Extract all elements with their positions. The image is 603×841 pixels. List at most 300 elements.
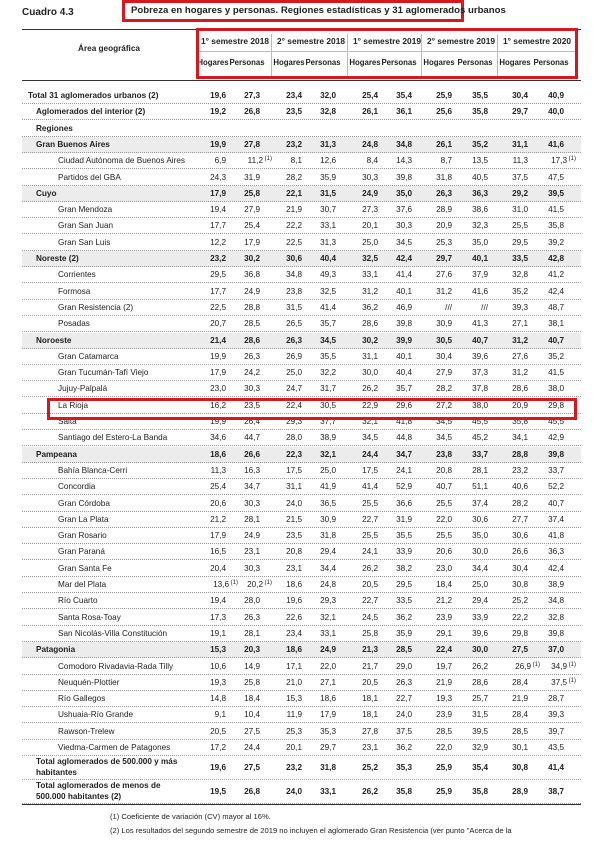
bottom-rule — [22, 804, 581, 805]
table-cell: 22,7 — [362, 596, 378, 606]
table-cell: 29,7 — [320, 743, 336, 752]
footnote-marker: (2) — [66, 254, 79, 263]
table-cell: 22,3 — [286, 449, 302, 459]
header-bottom-rule — [22, 80, 581, 81]
table-cell: 38,9 — [548, 580, 564, 589]
table-row — [22, 365, 581, 381]
table-cell: 27,8 — [244, 139, 260, 149]
table-cell: 17,2 — [210, 743, 226, 752]
table-cell: 35,8 — [472, 787, 488, 796]
table-cell: 39,8 — [548, 449, 564, 459]
table-cell: 30,8 — [512, 580, 528, 589]
table-cell: 25,4 — [362, 91, 378, 100]
table-cell: 38,1 — [548, 319, 564, 329]
row-label: Total aglomerados de 500.000 y más — [36, 757, 178, 766]
table-cell: 39,8 — [396, 172, 412, 182]
table-cell: 27,3 — [362, 205, 378, 215]
table-cell: 19,9 — [210, 351, 226, 361]
table-cell: 31,5 — [472, 710, 488, 720]
footnote-marker: (2) — [120, 302, 134, 312]
table-cell: 29,6 — [396, 400, 412, 410]
table-cell: 29,1 — [436, 628, 452, 638]
table-cell: 31,3 — [320, 139, 336, 149]
table-cell: 27,9 — [244, 205, 260, 215]
table-cell: 37,4 — [472, 498, 488, 508]
table-cell: 41,5 — [548, 205, 564, 215]
table-cell: 34,5 — [320, 335, 336, 345]
table-cell: 24,0 — [286, 498, 302, 508]
footnote-marker: (1) — [567, 677, 576, 684]
table-cell: 28,5 — [512, 726, 528, 736]
row-label: Concordia — [58, 482, 96, 492]
personas-header: Personas — [533, 58, 569, 67]
table-cell: 36,3 — [472, 188, 488, 198]
table-row — [22, 251, 581, 267]
table-cell: 28,6 — [512, 384, 528, 394]
table-cell: 30,6 — [286, 254, 302, 263]
table-cell: 34,5 — [396, 237, 412, 247]
table-row — [22, 724, 581, 740]
table-cell: 41,2 — [548, 270, 564, 280]
row-label: Jujuy-Palpalá — [58, 384, 108, 394]
table-row — [22, 675, 581, 691]
table-cell: 16,3 — [244, 465, 260, 475]
table-cell: 28,1 — [244, 628, 260, 638]
table-cell: 25,7 — [472, 694, 488, 704]
table-cell: 11,9 — [286, 710, 302, 720]
table-cell: 29,3 — [320, 596, 336, 606]
table-cell: 39,3 — [512, 302, 528, 312]
table-cell: 39,5 — [472, 726, 488, 736]
table-cell: 28,1 — [244, 514, 260, 524]
semester-header: 1° semestre 2018 — [200, 36, 270, 46]
table-cell: 34,8 — [548, 596, 564, 606]
table-row — [22, 463, 581, 479]
table-cell: 30,8 — [512, 763, 528, 772]
table-cell: 22,4 — [436, 645, 452, 655]
row-label: Gran La Plata — [58, 514, 109, 524]
row-label: Gran Mendoza — [58, 205, 113, 215]
table-cell: 30,3 — [244, 498, 260, 508]
table-cell: 29,5 — [210, 270, 226, 280]
table-cell: 39,6 — [472, 628, 488, 638]
row-label: Santa Rosa-Toay — [58, 612, 121, 622]
table-cell: 20,4 — [210, 563, 226, 573]
table-cell: 19,4 — [210, 596, 226, 606]
table-cell: 12,6 — [320, 156, 336, 166]
total-row — [22, 758, 581, 780]
table-cell: 40,0 — [548, 107, 564, 117]
table-cell: 34,5 — [436, 417, 452, 426]
table-cell: 6,9 — [214, 156, 226, 166]
table-cell: 14,3 — [396, 156, 412, 166]
table-cell: 35,4 — [396, 91, 412, 100]
table-row — [22, 430, 581, 446]
table-cell: 45,2 — [472, 433, 488, 443]
table-cell: 24,4 — [362, 449, 378, 459]
table-cell: 24,8 — [362, 139, 378, 149]
table-cell: 32,1 — [320, 612, 336, 622]
table-cell: 30,4 — [512, 563, 528, 573]
table-cell: 30,5 — [436, 335, 452, 345]
table-cell: 40,1 — [396, 351, 412, 361]
table-cell: 29,7 — [512, 107, 528, 117]
table-cell: 25,4 — [244, 221, 260, 231]
table-cell: 31,2 — [512, 335, 528, 345]
row-label: Gran San Juan — [58, 221, 114, 231]
table-cell: 41,6 — [472, 286, 488, 296]
table-cell: 29,5 — [396, 580, 412, 589]
table-cell: 18,4 — [244, 694, 260, 704]
table-cell: 22,2 — [286, 221, 302, 231]
personas-header: Personas — [229, 58, 265, 67]
table-cell: 31,9 — [244, 172, 260, 182]
table-cell: 25,9 — [436, 91, 452, 100]
table-cell: 24,1 — [396, 465, 412, 475]
table-cell: 38,0 — [548, 384, 564, 394]
row-divider — [22, 779, 581, 780]
table-row — [22, 202, 581, 218]
table-row — [22, 496, 581, 512]
table-cell: 19,9 — [210, 139, 226, 149]
table-cell: 38,9 — [320, 433, 336, 443]
table-cell: 18,6 — [286, 645, 302, 655]
row-label: Ciudad Autónoma de Buenos Aires — [58, 156, 185, 166]
table-row — [22, 447, 581, 463]
table-cell: 26,8 — [244, 787, 260, 796]
table-cell: 33,9 — [396, 547, 412, 557]
table-cell: 24,1 — [362, 547, 378, 557]
table-cell: 25,8 — [244, 188, 260, 198]
table-cell: 36,6 — [396, 498, 412, 508]
table-cell: /// — [445, 302, 452, 312]
table-cell: 19,6 — [286, 596, 302, 606]
table-cell: 35,0 — [472, 237, 488, 247]
table-cell: 22,0 — [436, 514, 452, 524]
table-cell: 41,8 — [396, 417, 412, 426]
table-cell: 35,8 — [396, 787, 412, 796]
table-cell: 33,5 — [396, 596, 412, 606]
row-label: Regiones — [36, 123, 73, 133]
table-cell: 14,8 — [210, 694, 226, 704]
table-cell: 36,2 — [362, 302, 378, 312]
table-cell: 29,2 — [512, 188, 528, 198]
table-cell: 31,1 — [286, 482, 302, 492]
table-cell: 40,7 — [548, 498, 564, 508]
table-row — [22, 544, 581, 560]
table-cell: 27,9 — [436, 368, 452, 378]
table-cell: 41,4 — [396, 270, 412, 280]
table-cell: 21,0 — [286, 677, 302, 687]
table-cell: 24,5 — [362, 612, 378, 622]
table-row — [22, 691, 581, 707]
la-rioja-highlight-box — [47, 398, 577, 420]
table-cell: 42,9 — [548, 433, 564, 443]
table-cell: 31,3 — [320, 237, 336, 247]
row-label: Mar del Plata — [58, 580, 107, 589]
table-cell: 40,1 — [472, 254, 488, 263]
table-row — [22, 626, 581, 642]
table-cell: 33,5 — [512, 254, 528, 263]
table-cell: 38,7 — [548, 787, 564, 796]
table-row — [22, 593, 581, 609]
table-cell: 52,9 — [396, 482, 412, 492]
row-label: La Rioja — [58, 400, 89, 410]
table-cell: 31,1 — [362, 351, 378, 361]
table-cell: 37,4 — [548, 514, 564, 524]
table-cell: 16,5 — [210, 547, 226, 557]
table-cell: 33,7 — [548, 465, 564, 475]
table-cell: 20,5 — [362, 677, 378, 687]
table-row — [22, 528, 581, 544]
table-cell: 26,3 — [286, 335, 302, 345]
table-cell: 10,4 — [244, 710, 260, 720]
table-cell: 37,6 — [396, 205, 412, 215]
table-cell: 30,2 — [362, 335, 378, 345]
hogares-header: Hogares — [423, 58, 455, 67]
row-label: Gran Buenos Aires — [36, 139, 110, 149]
table-cell: 42,4 — [548, 563, 564, 573]
table-cell: 27,5 — [244, 763, 260, 772]
table-cell: 26,2 — [362, 787, 378, 796]
table-cell: 17,5 — [286, 465, 302, 475]
table-cell: 35,9 — [396, 628, 412, 638]
table-cell: 28,8 — [512, 449, 528, 459]
table-cell: 22,4 — [286, 400, 302, 410]
table-cell: 11,3 — [210, 465, 226, 475]
table-cell: 25,3 — [436, 237, 452, 247]
table-row — [22, 121, 581, 137]
table-cell: 17,9 — [210, 188, 226, 198]
row-label: Santiago del Estero-La Banda — [58, 433, 168, 443]
table-cell: 31,7 — [320, 384, 336, 394]
table-cell: 18,4 — [436, 580, 452, 589]
table-cell: 49,3 — [320, 270, 336, 280]
table-cell: 25,8 — [362, 628, 378, 638]
table-cell: 27,1 — [512, 319, 528, 329]
row-label: Cuyo — [36, 188, 57, 198]
table-cell: 17,9 — [244, 237, 260, 247]
table-cell: 27,6 — [512, 351, 528, 361]
table-cell: 20,2 $^{(1)}$ — [247, 580, 272, 589]
personas-header: Personas — [381, 58, 417, 67]
table-cell: 52,2 — [548, 482, 564, 492]
table-cell: 31,8 — [320, 531, 336, 541]
table-cell: 30,5 — [320, 400, 336, 410]
table-cell: 24,9 — [320, 645, 336, 655]
table-cell: 30,3 — [244, 384, 260, 394]
footnote-1: (1) Coeficiente de variación (CV) mayor al 16%. — [110, 812, 271, 821]
table-cell: 12,2 — [210, 237, 226, 247]
table-cell: 34,5 — [436, 433, 452, 443]
table-row — [22, 153, 581, 169]
table-cell: 33,1 — [320, 628, 336, 638]
table-row — [22, 316, 581, 332]
table-cell: 19,3 — [436, 694, 452, 704]
table-cell: 30,9 — [320, 514, 336, 524]
table-cell: 25,2 — [512, 596, 528, 606]
table-cell: 35,3 — [396, 763, 412, 772]
table-cell: 51,1 — [472, 482, 488, 492]
table-cell: 23,1 — [244, 547, 260, 557]
table-cell: 26,3 — [244, 612, 260, 622]
table-cell: 32,0 — [320, 91, 336, 100]
table-cell: 21,4 — [210, 335, 226, 345]
table-cell: 22,9 — [362, 400, 378, 410]
table-cell: 20,9 — [512, 400, 528, 410]
table-cell: 30,3 — [244, 563, 260, 573]
table-cell: 45,5 — [548, 417, 564, 426]
table-cell: 26,9 — [286, 351, 302, 361]
table-cell: 31,1 — [512, 139, 528, 149]
table-cell: 30,1 — [512, 743, 528, 752]
table-cell: 20,6 — [210, 498, 226, 508]
table-cell: 39,9 — [396, 335, 412, 345]
table-cell: 27,3 — [244, 91, 260, 100]
table-cell: 19,4 — [210, 205, 226, 215]
table-cell: 28,5 — [396, 645, 412, 655]
table-cell: 19,5 — [210, 787, 226, 796]
row-label: Total aglomerados de menos de — [36, 781, 161, 790]
table-cell: 15,3 — [210, 645, 226, 655]
table-cell: 28,7 — [548, 694, 564, 704]
table-cell: 25,5 — [512, 221, 528, 231]
table-row — [22, 104, 581, 120]
table-cell: 27,1 — [320, 677, 336, 687]
row-label: Ushuaia-Río Grande — [58, 710, 134, 720]
table-cell: 37,9 — [472, 270, 488, 280]
table-row — [22, 349, 581, 365]
table-cell: 26,2 — [472, 661, 488, 671]
table-cell: 36,8 — [244, 270, 260, 280]
table-cell: 22,2 — [512, 612, 528, 622]
table-cell: 26,6 — [244, 449, 260, 459]
table-cell: 13,6 $^{(1)}$ — [213, 580, 238, 589]
table-cell: 20,8 — [436, 465, 452, 475]
table-cell: 44,8 — [396, 433, 412, 443]
table-cell: 26,1 — [436, 139, 452, 149]
table-cell: 19,7 — [436, 661, 452, 671]
table-cell: 24,0 — [396, 710, 412, 720]
table-cell: 24,7 — [286, 384, 302, 394]
table-cell: 17,9 — [210, 368, 226, 378]
table-cell: 37,3 — [472, 368, 488, 378]
table-cell: 19,3 — [210, 677, 226, 687]
table-row — [22, 512, 581, 528]
table-cell: 32,2 — [320, 368, 336, 378]
table-cell: 15,3 — [286, 694, 302, 704]
table-cell: 24,8 — [320, 580, 336, 589]
table-cell: 21,2 — [436, 596, 452, 606]
table-row — [22, 479, 581, 495]
table-cell: 18,6 — [320, 694, 336, 704]
table-cell: 31,0 — [512, 205, 528, 215]
table-cell: 40,1 — [396, 286, 412, 296]
table-cell: 30,0 — [362, 368, 378, 378]
table-cell: 26,2 — [362, 563, 378, 573]
table-cell: 18,6 — [210, 449, 226, 459]
table-cell: 18,6 — [286, 580, 302, 589]
table-cell: 40,6 — [512, 482, 528, 492]
semester-header: 2° semestre 2018 — [276, 36, 346, 46]
table-cell: 28,1 — [472, 465, 488, 475]
table-cell: 26,1 — [362, 107, 378, 117]
table-cell: 20,1 — [362, 221, 378, 231]
row-label: Comodoro Rivadavia-Rada Tilly — [58, 661, 174, 671]
table-row — [22, 235, 581, 251]
table-cell: 31,9 — [396, 514, 412, 524]
table-cell: 40,4 — [396, 368, 412, 378]
table-cell: 17,3 $^{(1)}$ — [551, 156, 576, 166]
table-cell: 21,9 — [512, 694, 528, 704]
table-cell: 29,5 — [512, 237, 528, 247]
table-cell: 18,1 — [362, 710, 378, 720]
table-cell: 41,5 — [548, 368, 564, 378]
table-cell: 23,9 — [436, 612, 452, 622]
table-cell: 47,5 — [548, 172, 564, 182]
table-cell: 28,2 — [286, 172, 302, 182]
table-cell: 30,6 — [472, 514, 488, 524]
table-row — [22, 610, 581, 626]
table-cell: 40,9 — [548, 91, 564, 100]
table-cell: 35,9 — [320, 172, 336, 182]
row-label: Corrientes — [58, 270, 96, 280]
table-row — [22, 642, 581, 658]
table-row — [22, 300, 581, 316]
footnote-marker: (1) — [229, 580, 238, 586]
table-cell: 28,2 — [512, 498, 528, 508]
table-cell: 25,5 — [436, 531, 452, 541]
table-cell: 24,4 — [244, 743, 260, 752]
table-cell: 28,6 — [362, 319, 378, 329]
table-cell: 17,9 — [320, 710, 336, 720]
table-cell: 19,9 — [210, 417, 226, 426]
table-cell: 28,6 — [244, 335, 260, 345]
table-cell: 17,1 — [286, 661, 302, 671]
row-label: Noroeste — [36, 335, 72, 345]
table-cell: 28,6 — [472, 677, 488, 687]
table-cell: 30,4 — [512, 91, 528, 100]
table-cell: 44,7 — [244, 433, 260, 443]
table-cell: 25,8 — [244, 677, 260, 687]
table-cell: 23,8 — [286, 286, 302, 296]
table-cell: 30,0 — [472, 547, 488, 557]
table-cell: 25,0 — [320, 465, 336, 475]
table-cell: 31,2 — [436, 286, 452, 296]
table-cell: 33,1 — [362, 270, 378, 280]
table-cell: 33,1 — [320, 221, 336, 231]
total-row — [22, 782, 581, 804]
table-cell: 40,7 — [436, 482, 452, 492]
table-cell: 30,3 — [396, 221, 412, 231]
table-row — [22, 218, 581, 234]
table-cell: 34,8 — [396, 139, 412, 149]
table-cell: 39,7 — [548, 726, 564, 736]
table-cell: 21,9 — [286, 205, 302, 215]
table-cell: 42,4 — [548, 286, 564, 296]
semester-header: 1° semestre 2020 — [502, 36, 572, 46]
table-cell: 22,0 — [320, 661, 336, 671]
table-cell: 24,0 — [286, 787, 302, 796]
table-cell: 40,4 — [320, 254, 336, 263]
table-row — [22, 577, 581, 593]
table-cell: 17,7 — [210, 286, 226, 296]
table-cell: 25,0 — [286, 368, 302, 378]
table-cell: 36,5 — [320, 498, 336, 508]
table-cell: 23,5 — [244, 400, 260, 410]
table-cell: 11,2 $^{(1)}$ — [247, 156, 272, 166]
table-row — [22, 659, 581, 675]
